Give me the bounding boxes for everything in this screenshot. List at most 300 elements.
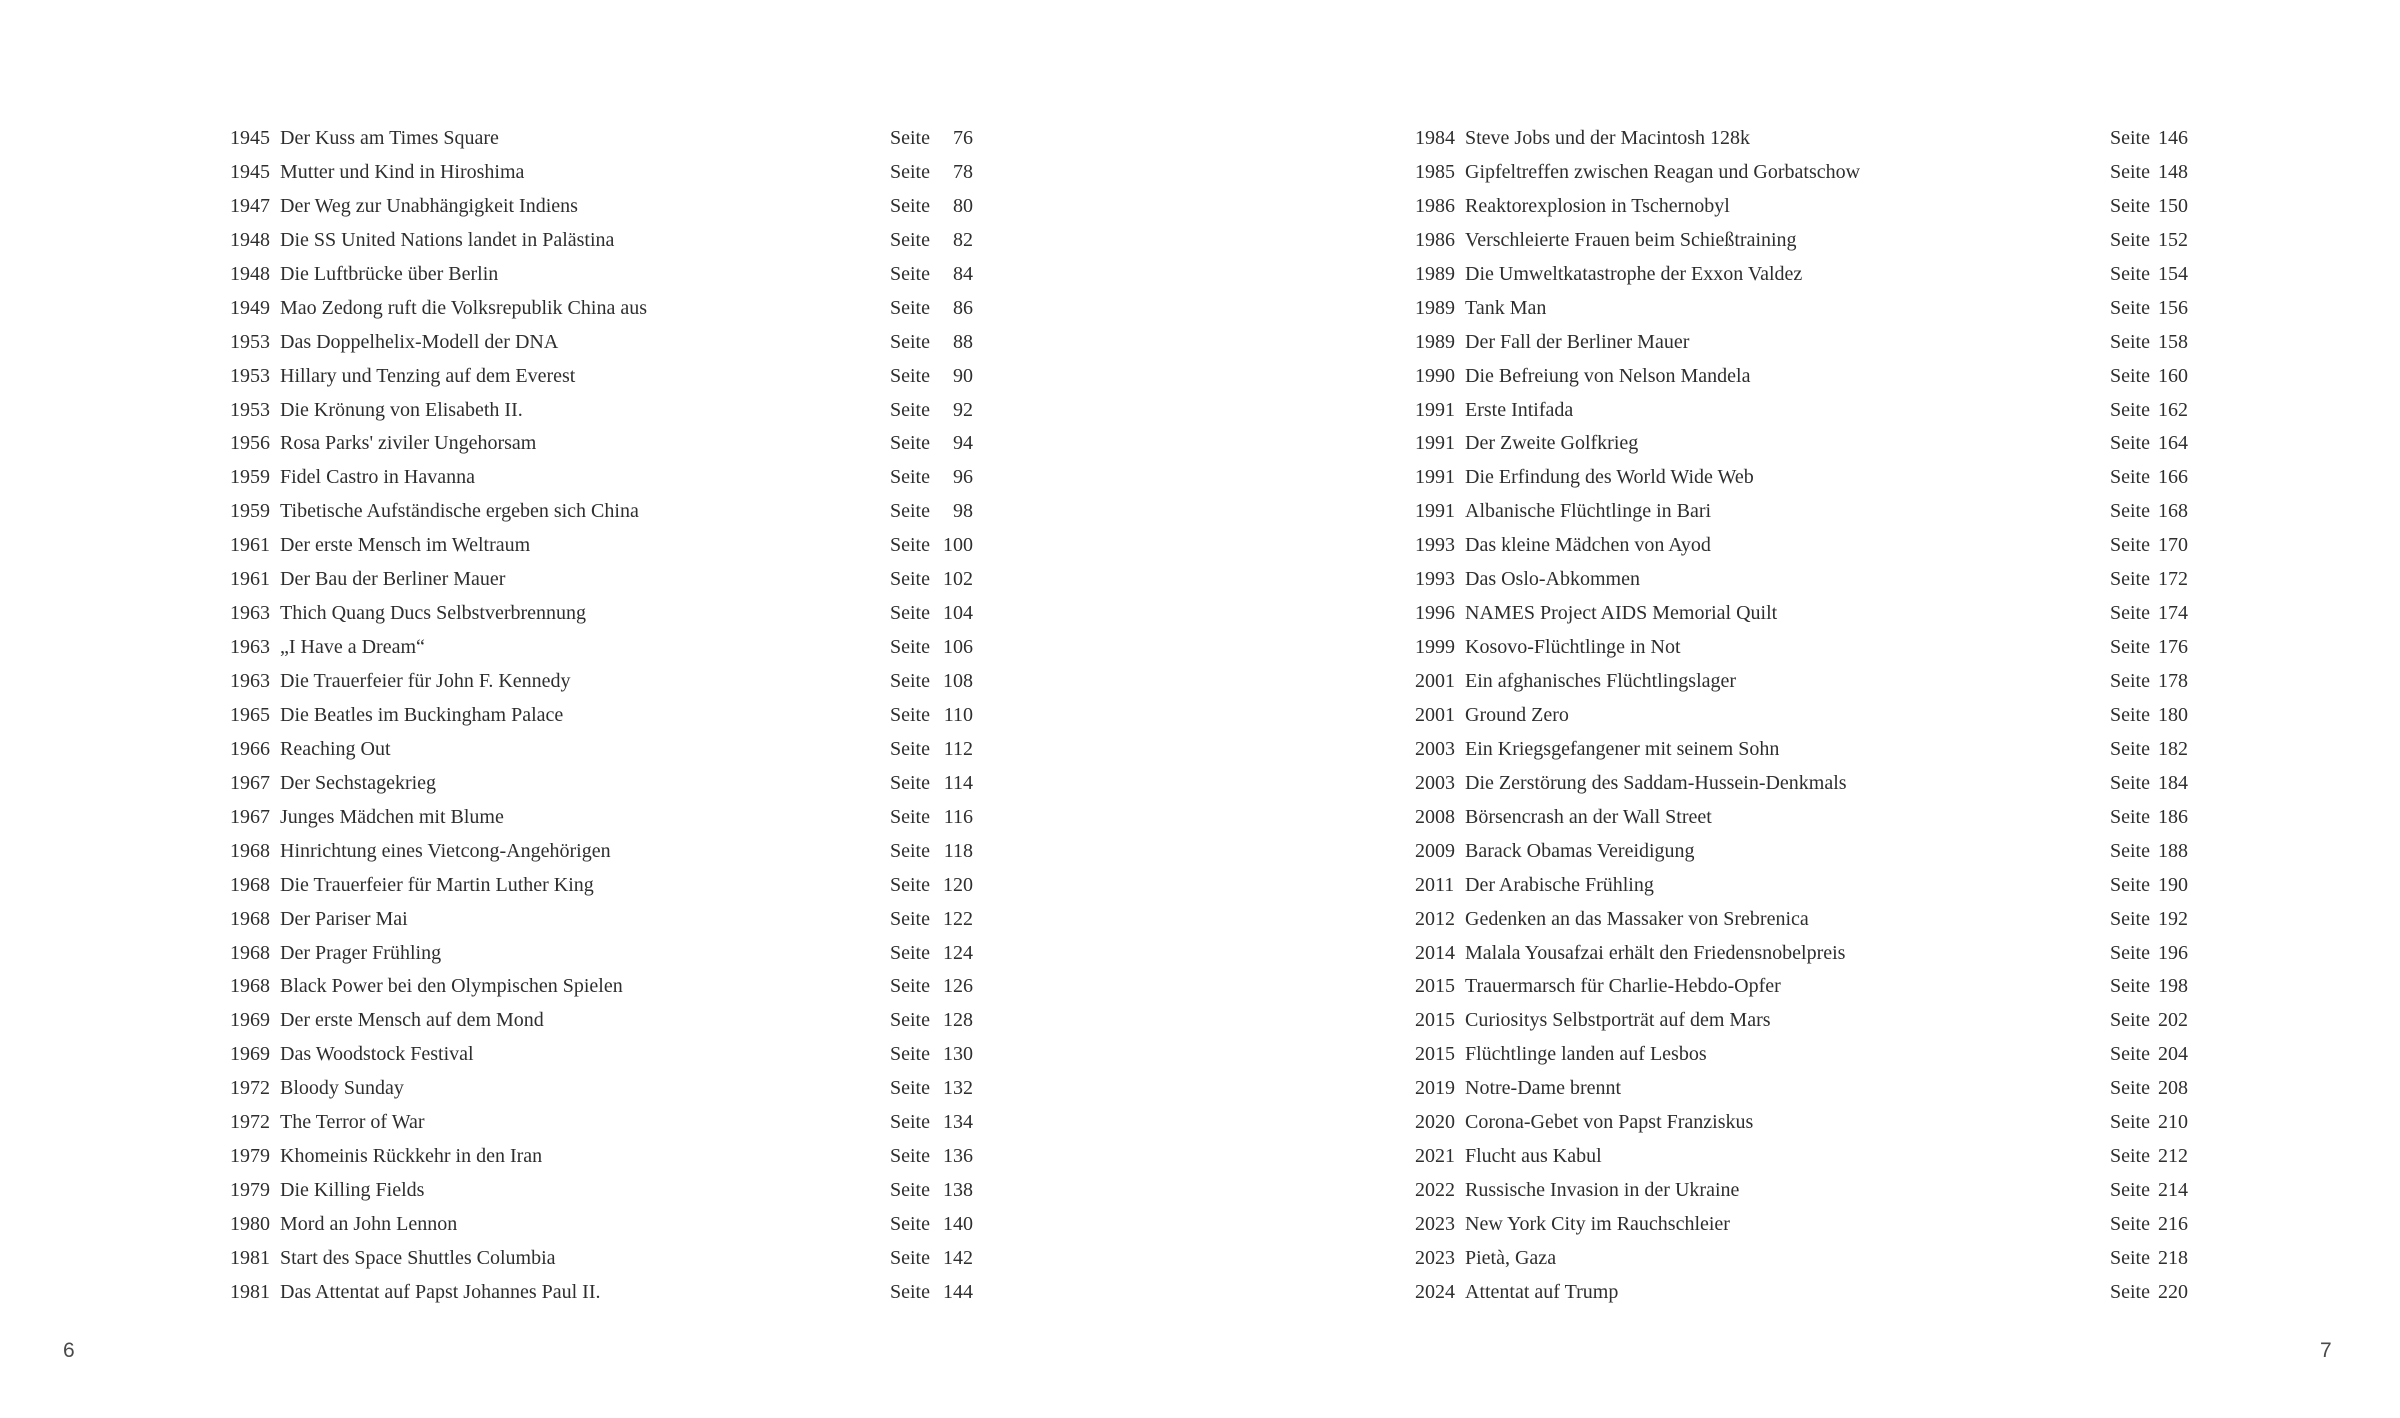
entry-title: Der Prager Frühling [280,941,442,964]
entry-title: Die Killing Fields [280,1179,425,1202]
entry-page-number: 136 [943,1145,973,1168]
seite-label: Seite [890,907,930,930]
entry-title: Das Doppelhelix-Modell der DNA [280,330,559,353]
entry-page-number: 182 [2158,737,2188,760]
toc-entry [1415,190,2188,224]
toc-entry [1415,801,2188,835]
entry-title: Der Zweite Golfkrieg [1465,432,1639,455]
seite-label: Seite [890,771,930,794]
entry-year: 2015 [1415,1009,1455,1032]
entry-title: Mord an John Lennon [280,1213,458,1235]
entry-year: 1948 [230,228,270,251]
entry-page-number: 160 [2158,364,2188,387]
toc-right-page [1415,122,2188,1310]
entry-page-number: 84 [953,262,973,285]
seite-label: Seite [2110,1111,2150,1134]
toc-entry [1415,1072,2188,1106]
entry-title: Black Power bei den Olympischen Spielen [280,975,623,998]
entry-year: 2009 [1415,839,1455,862]
toc-entry [1415,326,2188,360]
seite-label: Seite [890,228,930,251]
seite-label: Seite [2110,602,2150,625]
entry-title: Die Trauerfeier für Martin Luther King [280,873,594,896]
toc-entry [1415,495,2188,529]
seite-label: Seite [890,568,930,591]
entry-title: Fidel Castro in Havanna [280,466,475,489]
entry-year: 2023 [1415,1213,1455,1235]
seite-label: Seite [890,839,930,862]
entry-page-number: 218 [2158,1246,2188,1269]
entry-page-number: 132 [943,1077,973,1100]
entry-title: Der Fall der Berliner Mauer [1465,330,1690,353]
entry-year: 2021 [1415,1145,1455,1168]
entry-page-number: 76 [953,127,973,149]
entry-year: 1996 [1415,602,1455,625]
toc-entry [1415,1140,2188,1174]
entry-title: Hillary und Tenzing auf dem Everest [280,364,576,387]
seite-label: Seite [890,703,930,726]
seite-label: Seite [890,1111,930,1134]
seite-label: Seite [2110,500,2150,523]
toc-left-page [230,122,973,1310]
entry-page-number: 142 [943,1246,973,1269]
entry-title: Kosovo-Flüchtlinge in Not [1465,636,1681,659]
entry-page-number: 98 [953,500,973,523]
entry-title: Die Krönung von Elisabeth II. [280,398,523,421]
seite-label: Seite [2110,636,2150,659]
toc-entry [1415,903,2188,937]
toc-entry [230,1174,973,1208]
entry-year: 1961 [230,568,270,591]
toc-entry [1415,122,2188,156]
entry-year: 2001 [1415,670,1455,692]
entry-page-number: 106 [943,636,973,659]
entry-title: Hinrichtung eines Vietcong-Angehörigen [280,839,611,862]
seite-label: Seite [890,670,930,692]
seite-label: Seite [2110,1077,2150,1100]
toc-entry [230,360,973,394]
toc-entry [230,970,973,1004]
entry-title: Der Kuss am Times Square [280,127,499,149]
entry-page-number: 186 [2158,805,2188,828]
entry-page-number: 164 [2158,432,2188,455]
seite-label: Seite [2110,975,2150,998]
entry-year: 1945 [230,160,270,183]
entry-page-number: 166 [2158,466,2188,489]
entry-year: 1980 [230,1213,270,1235]
toc-entry [230,156,973,190]
seite-label: Seite [2110,1280,2150,1303]
entry-page-number: 168 [2158,500,2188,523]
toc-entry [1415,394,2188,428]
entry-year: 1963 [230,670,270,692]
toc-entry [230,1038,973,1072]
entry-title: Die Erfindung des World Wide Web [1465,466,1754,489]
toc-entry [230,427,973,461]
entry-title: Russische Invasion in der Ukraine [1465,1179,1740,1202]
entry-page-number: 172 [2158,568,2188,591]
seite-label: Seite [2110,127,2150,149]
entry-year: 1999 [1415,636,1455,659]
toc-entry [230,495,973,529]
entry-year: 1990 [1415,364,1455,387]
seite-label: Seite [890,1077,930,1100]
seite-label: Seite [2110,873,2150,896]
seite-label: Seite [890,1043,930,1066]
entry-page-number: 190 [2158,873,2188,896]
entry-title: Albanische Flüchtlinge in Bari [1465,500,1712,523]
entry-title: New York City im Rauchschleier [1465,1213,1730,1235]
entry-year: 1966 [230,737,270,760]
entry-title: Junges Mädchen mit Blume [280,805,504,828]
toc-entry [230,869,973,903]
entry-year: 2014 [1415,941,1455,964]
entry-year: 1991 [1415,432,1455,455]
seite-label: Seite [890,1179,930,1202]
entry-year: 1956 [230,432,270,455]
seite-label: Seite [890,1213,930,1235]
toc-entry [230,224,973,258]
entry-page-number: 122 [943,907,973,930]
entry-title: Der Bau der Berliner Mauer [280,568,506,591]
toc-entry [1415,258,2188,292]
entry-year: 1947 [230,194,270,217]
entry-page-number: 214 [2158,1179,2188,1202]
entry-page-number: 176 [2158,636,2188,659]
entry-page-number: 92 [953,398,973,421]
entry-year: 1968 [230,975,270,998]
toc-entry [1415,733,2188,767]
entry-year: 1972 [230,1077,270,1100]
entry-year: 2008 [1415,805,1455,828]
entry-year: 1989 [1415,262,1455,285]
entry-title: Der Weg zur Unabhängigkeit Indiens [280,194,578,217]
seite-label: Seite [890,466,930,489]
entry-year: 2003 [1415,771,1455,794]
entry-page-number: 146 [2158,127,2188,149]
toc-entry [230,1276,973,1310]
seite-label: Seite [2110,466,2150,489]
entry-year: 2015 [1415,1043,1455,1066]
entry-title: Reaktorexplosion in Tschernobyl [1465,194,1730,217]
left-page-number: 6 [63,1339,75,1362]
toc-entry [1415,937,2188,971]
seite-label: Seite [890,805,930,828]
entry-title: Das kleine Mädchen von Ayod [1465,534,1711,557]
entry-year: 1968 [230,941,270,964]
entry-page-number: 138 [943,1179,973,1202]
entry-year: 1985 [1415,160,1455,183]
entry-title: Trauermarsch für Charlie-Hebdo-Opfer [1465,975,1781,998]
seite-label: Seite [2110,398,2150,421]
seite-label: Seite [890,975,930,998]
seite-label: Seite [890,873,930,896]
entry-page-number: 78 [953,160,973,183]
entry-page-number: 110 [943,703,973,726]
entry-year: 1965 [230,703,270,726]
entry-title: Das Oslo-Abkommen [1465,568,1640,591]
toc-entry [1415,970,2188,1004]
seite-label: Seite [890,602,930,625]
entry-year: 2020 [1415,1111,1455,1134]
entry-page-number: 150 [2158,194,2188,217]
entry-year: 1948 [230,262,270,285]
seite-label: Seite [890,364,930,387]
toc-entry [230,665,973,699]
entry-year: 1986 [1415,228,1455,251]
entry-page-number: 180 [2158,703,2188,726]
toc-entry [1415,292,2188,326]
seite-label: Seite [2110,941,2150,964]
entry-title: Der Sechstagekrieg [280,771,437,794]
seite-label: Seite [2110,160,2150,183]
entry-title: Die Umweltkatastrophe der Exxon Valdez [1465,262,1803,285]
entry-year: 1968 [230,907,270,930]
toc-entry [1415,563,2188,597]
entry-year: 1967 [230,805,270,828]
toc-entry [230,1242,973,1276]
entry-title: Curiositys Selbstporträt auf dem Mars [1465,1009,1771,1032]
entry-title: Reaching Out [280,737,391,760]
seite-label: Seite [890,1280,930,1303]
entry-title: Notre-Dame brennt [1465,1077,1622,1100]
seite-label: Seite [890,737,930,760]
entry-page-number: 128 [943,1009,973,1032]
entry-title: Gedenken an das Massaker von Srebrenica [1465,907,1809,930]
entry-page-number: 100 [943,534,973,557]
seite-label: Seite [2110,805,2150,828]
entry-page-number: 152 [2158,228,2188,251]
entry-year: 1991 [1415,500,1455,523]
seite-label: Seite [2110,1145,2150,1168]
entry-page-number: 124 [943,941,973,964]
entry-page-number: 102 [943,568,973,591]
seite-label: Seite [890,534,930,557]
entry-year: 1945 [230,127,270,149]
toc-entry [230,529,973,563]
toc-entry [230,631,973,665]
entry-title: The Terror of War [280,1111,425,1134]
entry-page-number: 144 [943,1280,973,1303]
toc-entry [1415,835,2188,869]
seite-label: Seite [890,330,930,353]
toc-entry [1415,461,2188,495]
entry-year: 1972 [230,1111,270,1134]
entry-title: Die Zerstörung des Saddam-Hussein-Denkmals [1465,771,1847,794]
entry-page-number: 148 [2158,160,2188,183]
entry-year: 1953 [230,398,270,421]
seite-label: Seite [890,1246,930,1269]
entry-title: Barack Obamas Vereidigung [1465,839,1695,862]
entry-year: 1981 [230,1280,270,1303]
entry-year: 1989 [1415,296,1455,319]
seite-label: Seite [2110,568,2150,591]
toc-entry [230,563,973,597]
toc-entry [230,190,973,224]
toc-entry [1415,427,2188,461]
toc-entry [230,292,973,326]
entry-page-number: 178 [2158,670,2188,692]
entry-title: Ein afghanisches Flüchtlingslager [1465,670,1737,692]
seite-label: Seite [890,1145,930,1168]
toc-entry [1415,1004,2188,1038]
toc-entry [230,767,973,801]
entry-page-number: 162 [2158,398,2188,421]
seite-label: Seite [2110,1213,2150,1235]
entry-page-number: 108 [943,670,973,692]
entry-year: 1963 [230,602,270,625]
entry-title: Die Luftbrücke über Berlin [280,262,499,285]
toc-entry [230,835,973,869]
entry-title: Flucht aus Kabul [1465,1145,1602,1168]
right-page-number: 7 [2320,1339,2332,1362]
toc-entry [1415,1106,2188,1140]
toc-entry [1415,1174,2188,1208]
toc-entry [1415,360,2188,394]
entry-title: Malala Yousafzai erhält den Friedensnobelpreis [1465,941,1846,964]
toc-entry [230,1072,973,1106]
entry-title: Thich Quang Ducs Selbstverbrennung [280,602,587,625]
entry-page-number: 114 [943,771,973,794]
entry-page-number: 216 [2158,1213,2188,1235]
toc-entry [230,801,973,835]
entry-page-number: 202 [2158,1009,2188,1032]
entry-year: 2011 [1415,873,1455,896]
entry-year: 1969 [230,1043,270,1066]
entry-year: 2023 [1415,1246,1455,1269]
entry-title: Die Befreiung von Nelson Mandela [1465,364,1751,387]
toc-entry [1415,1208,2188,1242]
seite-label: Seite [890,127,930,149]
seite-label: Seite [2110,330,2150,353]
entry-year: 1979 [230,1145,270,1168]
entry-page-number: 174 [2158,602,2188,625]
toc-entry [230,699,973,733]
entry-page-number: 118 [943,839,973,862]
toc-entry [1415,767,2188,801]
seite-label: Seite [890,262,930,285]
entry-title: Corona-Gebet von Papst Franziskus [1465,1111,1754,1134]
entry-page-number: 134 [943,1111,973,1134]
toc-entry [1415,1038,2188,1072]
seite-label: Seite [2110,1246,2150,1269]
toc-entry [230,394,973,428]
toc-entry [230,1208,973,1242]
seite-label: Seite [890,432,930,455]
entry-page-number: 96 [953,466,973,489]
seite-label: Seite [2110,1009,2150,1032]
entry-title: Bloody Sunday [280,1077,404,1100]
entry-page-number: 208 [2158,1077,2188,1100]
entry-title: Tibetische Aufständische ergeben sich China [280,500,639,523]
entry-year: 1993 [1415,534,1455,557]
entry-title: Die SS United Nations landet in Palästina [280,228,615,251]
entry-page-number: 86 [953,296,973,319]
entry-year: 1968 [230,873,270,896]
entry-page-number: 154 [2158,262,2188,285]
entry-title: Das Attentat auf Papst Johannes Paul II. [280,1280,601,1303]
entry-page-number: 184 [2158,771,2188,794]
toc-entry [230,1106,973,1140]
entry-year: 1986 [1415,194,1455,217]
entry-page-number: 196 [2158,941,2188,964]
seite-label: Seite [890,398,930,421]
entry-year: 2019 [1415,1077,1455,1100]
entry-page-number: 192 [2158,907,2188,930]
entry-page-number: 80 [953,194,973,217]
seite-label: Seite [2110,228,2150,251]
entry-title: Pietà, Gaza [1465,1246,1557,1269]
seite-label: Seite [2110,703,2150,726]
entry-title: „I Have a Dream“ [280,636,425,659]
entry-page-number: 104 [943,602,973,625]
entry-year: 1953 [230,330,270,353]
entry-page-number: 156 [2158,296,2188,319]
entry-title: Ground Zero [1465,703,1569,726]
entry-year: 1959 [230,500,270,523]
entry-title: NAMES Project AIDS Memorial Quilt [1465,602,1778,625]
entry-title: Der Arabische Frühling [1465,873,1654,896]
entry-title: Börsencrash an der Wall Street [1465,805,1712,828]
entry-page-number: 212 [2158,1145,2188,1168]
entry-year: 2015 [1415,975,1455,998]
entry-title: Verschleierte Frauen beim Schießtraining [1465,228,1797,251]
entry-year: 1991 [1415,466,1455,489]
seite-label: Seite [890,296,930,319]
entry-page-number: 220 [2158,1280,2188,1303]
entry-year: 2012 [1415,907,1455,930]
seite-label: Seite [890,636,930,659]
entry-title: Flüchtlinge landen auf Lesbos [1465,1043,1707,1066]
entry-year: 2001 [1415,703,1455,726]
entry-title: Attentat auf Trump [1465,1280,1619,1303]
seite-label: Seite [890,1009,930,1032]
toc-entry [1415,597,2188,631]
entry-title: Erste Intifada [1465,398,1574,421]
entry-year: 1969 [230,1009,270,1032]
seite-label: Seite [2110,907,2150,930]
seite-label: Seite [2110,670,2150,692]
entry-page-number: 112 [943,737,973,760]
entry-page-number: 126 [943,975,973,998]
entry-year: 1989 [1415,330,1455,353]
toc-entry [1415,529,2188,563]
seite-label: Seite [2110,839,2150,862]
entry-year: 1991 [1415,398,1455,421]
entry-year: 1967 [230,771,270,794]
entry-page-number: 204 [2158,1043,2188,1066]
entry-title: Mutter und Kind in Hiroshima [280,160,525,183]
entry-title: Die Beatles im Buckingham Palace [280,703,564,726]
entry-page-number: 120 [943,873,973,896]
seite-label: Seite [2110,534,2150,557]
toc-entry [230,461,973,495]
entry-page-number: 130 [943,1043,973,1066]
entry-year: 1981 [230,1246,270,1269]
entry-title: Gipfeltreffen zwischen Reagan und Gorbatschow [1465,160,1861,183]
seite-label: Seite [2110,737,2150,760]
toc-entry [1415,1242,2188,1276]
entry-page-number: 210 [2158,1111,2188,1134]
entry-year: 1959 [230,466,270,489]
entry-year: 1979 [230,1179,270,1202]
entry-title: Der erste Mensch im Weltraum [280,534,531,557]
entry-title: Das Woodstock Festival [280,1043,474,1066]
toc-entry [230,326,973,360]
seite-label: Seite [2110,1043,2150,1066]
entry-title: Tank Man [1465,296,1547,319]
entry-page-number: 90 [953,364,973,387]
